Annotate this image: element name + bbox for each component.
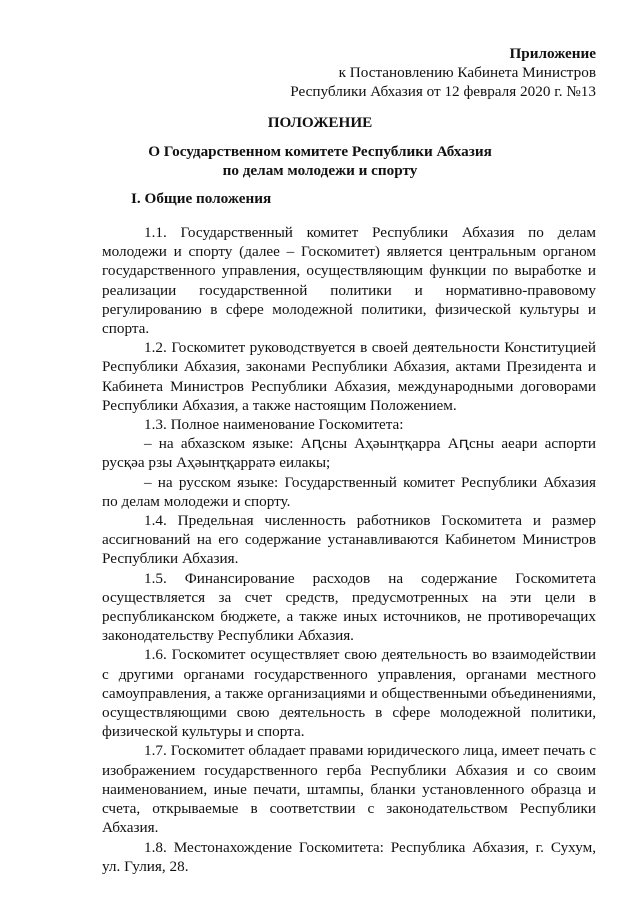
- paragraph-1-6: 1.6. Госкомитет осуществляет свою деятельность во взаимодействии с другими органами государственного управления, органами местного самоуправления, а также организациями и общественными объединениями, осуществляющими свою деятельность в сфере молодежной политики, физической культуры и спорта.: [102, 646, 596, 741]
- paragraph-1-5: 1.5. Финансирование расходов на содержание Госкомитета осуществляется за счет средств, предусмотренных на эти цели в республиканском бюджете, а также иных источников, не противоречащих законодательству Республики Абхазия.: [102, 569, 596, 645]
- paragraph-1-1: 1.1. Государственный комитет Республики Абхазия по делам молодежи и спорту (далее – Госкомитет) является центральным органом государственного управления, осуществляющим функции по выработке и реализации государственной политики и нормативно-правовому регулированию в сфере молодежной политики, физической культуры и спорта.: [102, 224, 596, 338]
- paragraph-1-3: 1.3. Полное наименование Госкомитета:: [144, 416, 404, 434]
- appendix-line-2: Республики Абхазия от 12 февраля 2020 г. №13: [290, 83, 596, 100]
- document-body: [102, 223, 596, 876]
- paragraph-russian-name: – на русском языке: Государственный комитет Республики Абхазия по делам молодежи и спорту.: [102, 473, 596, 510]
- subtitle-line-2: по делам молодежи и спорту: [222, 162, 418, 179]
- appendix-header: [176, 44, 596, 101]
- paragraph-1-4: 1.4. Предельная численность работников Госкомитета и размер ассигнований на его содержание устанавливаются Кабинетом Министров Республики Абхазия.: [102, 512, 596, 568]
- document-title: ПОЛОЖЕНИЕ: [267, 114, 373, 131]
- subtitle-line-1: О Государственном комитете Республики Абхазия: [148, 143, 492, 160]
- paragraph-abkhaz-name: – на абхазском языке: Аԥсны Аҳәынҭқарра Аԥсны аеари аспорти русқәа рзы Аҳәынҭқарратә еилакы;: [102, 435, 596, 472]
- section-heading: I. Общие положения: [131, 190, 272, 207]
- appendix-title: Приложение: [509, 45, 596, 62]
- appendix-line-1: к Постановлению Кабинета Министров: [338, 64, 596, 81]
- paragraph-1-2: 1.2. Госкомитет руководствуется в своей деятельности Конституцией Республики Абхазия, законами Республики Абхазия, актами Президента и Кабинета Министров Республики Абхазия, международными договорами Республики Абхазия, а также настоящим Положением.: [102, 339, 596, 414]
- paragraph-1-8: 1.8. Местонахождение Госкомитета: Республика Абхазия, г. Сухум, ул. Гулия, 28.: [102, 838, 596, 875]
- document-subtitle: [0, 142, 640, 180]
- paragraph-1-7: 1.7. Госкомитет обладает правами юридического лица, имеет печать с изображением государственного герба Республики Абхазия и со своим наименованием, иные печати, штампы, бланки установленного образца и счета, открываемые в соответствии с законодательством Республики Абхазия.: [102, 742, 596, 837]
